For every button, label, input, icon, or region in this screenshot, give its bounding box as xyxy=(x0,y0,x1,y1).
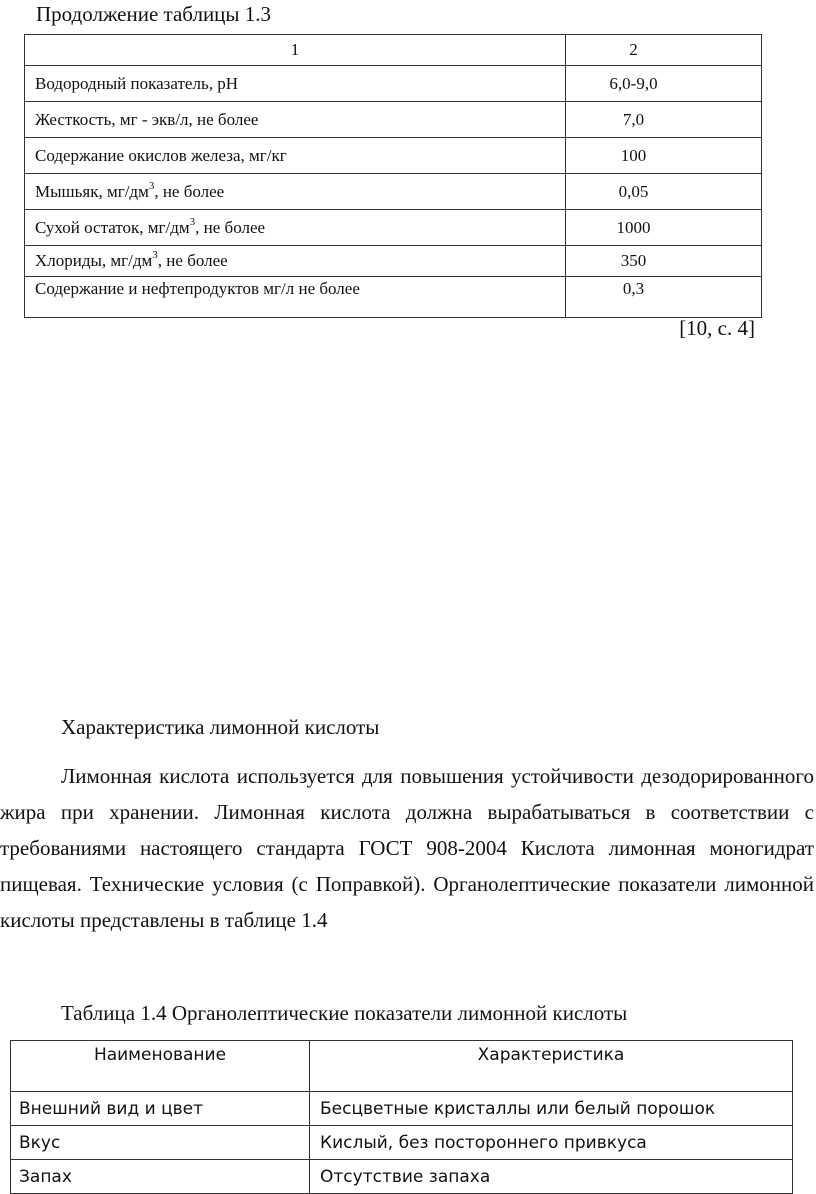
section-title: Характеристика лимонной кислоты xyxy=(61,715,380,739)
source-reference: [10, с. 4] xyxy=(679,316,755,340)
row-value-cell: 350 xyxy=(566,246,762,277)
row-value-cell: 7,0 xyxy=(566,102,762,138)
table-row xyxy=(11,1126,793,1160)
table-row xyxy=(25,277,762,318)
row-value-cell: Отсутствие запаха xyxy=(310,1160,793,1194)
row-value-cell: 100 xyxy=(566,138,762,174)
row-name-text: Сухой остаток, мг/дм xyxy=(35,217,190,237)
table-row xyxy=(25,246,762,277)
header-cell-characteristic: Характеристика xyxy=(310,1041,793,1092)
row-value-cell: 1000 xyxy=(566,210,762,246)
table-caption: Таблица 1.4 Органолептические показатели лимонной кислоты xyxy=(61,1001,628,1025)
table-row xyxy=(11,1092,793,1126)
body-paragraph: Лимонная кислота используется для повышения устойчивости дезодорированного жира при хранении. Лимонная кислота должна вырабатываться в соответствии с требованиями настоящего стандарта ГОСТ 908-2004 Кислота лимонная моногидрат пищевая. Технические условия (с Поправкой). Органолептические показатели лимонной кислоты представлены в таблице 1.4 xyxy=(0,764,814,932)
row-name-cell: Жесткость, мг - экв/л, не более xyxy=(25,102,566,138)
row-value-cell: 0,3 xyxy=(566,277,762,318)
table-1-3 xyxy=(24,34,762,318)
table-continuation-title: Продолжение таблицы 1.3 xyxy=(36,2,272,26)
row-name-cell: Водородный показатель, pH xyxy=(25,66,566,102)
superscript-3: 3 xyxy=(148,179,155,192)
row-value-cell: Бесцветные кристаллы или белый порошок xyxy=(310,1092,793,1126)
table-row xyxy=(11,1160,793,1194)
superscript-3: 3 xyxy=(189,215,196,228)
header-cell-col-1: 1 xyxy=(25,35,566,66)
row-value-cell: 6,0-9,0 xyxy=(566,66,762,102)
table-row xyxy=(25,174,762,210)
row-name-text: Хлориды, мг/дм xyxy=(35,251,153,270)
table-1-4 xyxy=(10,1040,793,1194)
row-name-cell: Содержание окислов железа, мг/кг xyxy=(25,138,566,174)
row-name-cell: Запах xyxy=(11,1160,310,1194)
table-row xyxy=(25,102,762,138)
header-cell-col-2: 2 xyxy=(566,35,762,66)
row-value-cell: 0,05 xyxy=(566,174,762,210)
row-name-cell: Содержание и нефтепродуктов мг/л не более xyxy=(25,277,566,318)
row-name-cell xyxy=(25,246,566,277)
table-row xyxy=(25,210,762,246)
row-name-cell xyxy=(25,174,566,210)
table-header-row xyxy=(11,1041,793,1092)
table-row xyxy=(25,66,762,102)
row-name-suffix: , не более xyxy=(157,251,228,270)
row-name-suffix: , не более xyxy=(154,181,225,201)
superscript-3: 3 xyxy=(152,249,158,261)
header-cell-name: Наименование xyxy=(11,1041,310,1092)
row-name-text: Мышьяк, мг/дм xyxy=(35,181,149,201)
row-name-suffix: , не более xyxy=(195,217,266,237)
row-name-cell xyxy=(25,210,566,246)
row-name-cell: Вкус xyxy=(11,1126,310,1160)
row-name-cell: Внешний вид и цвет xyxy=(11,1092,310,1126)
table-header-row xyxy=(25,35,762,66)
row-value-cell: Кислый, без постороннего привкуса xyxy=(310,1126,793,1160)
table-row xyxy=(25,138,762,174)
